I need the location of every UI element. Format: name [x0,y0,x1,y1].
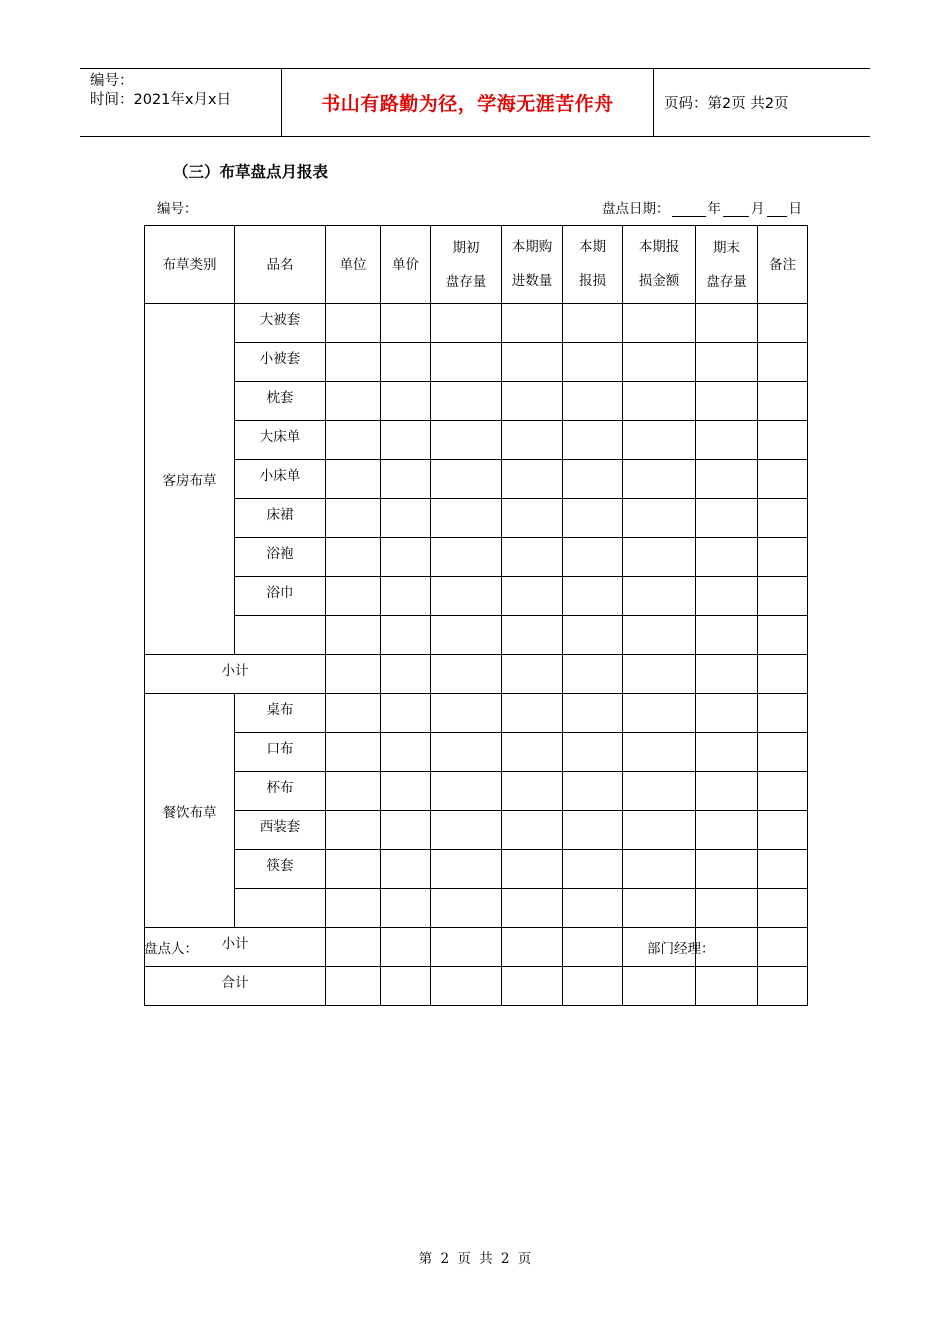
input-cell[interactable] [381,694,431,733]
input-cell[interactable] [381,850,431,889]
input-cell[interactable] [326,304,381,343]
table-body [145,304,808,1006]
input-cell[interactable] [381,421,431,460]
input-cell[interactable] [381,382,431,421]
input-cell[interactable] [326,382,381,421]
counter-signature-label: 盘点人： [144,941,198,957]
input-cell[interactable] [563,850,623,889]
input-cell[interactable] [431,811,502,850]
input-cell[interactable] [758,343,808,382]
input-cell[interactable] [696,304,758,343]
input-cell[interactable] [431,343,502,382]
input-cell[interactable] [326,577,381,616]
input-cell[interactable] [326,655,381,694]
input-cell[interactable] [502,811,563,850]
input-cell[interactable] [563,694,623,733]
header-time-label: 时间：2021年x月x日 [90,92,232,108]
input-cell[interactable] [623,655,696,694]
input-cell[interactable] [696,499,758,538]
input-cell[interactable] [696,811,758,850]
day-label: 日 [788,201,802,217]
item-name-cell: 床裙 [235,499,326,538]
input-cell[interactable] [326,850,381,889]
input-cell[interactable] [563,733,623,772]
input-cell[interactable] [431,460,502,499]
input-cell[interactable] [502,694,563,733]
input-cell[interactable] [381,733,431,772]
input-cell[interactable] [623,967,696,1006]
input-cell[interactable] [623,616,696,655]
page-footer: 第 2 页 共 2 页 [418,1251,532,1267]
table-row [145,772,808,811]
header-number-label: 编号： [90,73,134,89]
form-number-label: 编号： [157,201,198,217]
input-cell[interactable] [696,577,758,616]
input-cell[interactable] [502,499,563,538]
input-cell[interactable] [326,616,381,655]
input-cell[interactable] [502,733,563,772]
year-label: 年 [707,201,721,217]
input-cell[interactable] [623,421,696,460]
col-header-unit: 单位 [326,226,381,304]
input-cell[interactable] [502,538,563,577]
input-cell[interactable] [758,811,808,850]
col-header-closing-stock: 期末 盘存量 [696,226,758,304]
item-name-cell: 小床单 [235,460,326,499]
input-cell[interactable] [502,460,563,499]
item-name-cell: 杯布 [235,772,326,811]
input-cell[interactable] [563,655,623,694]
input-cell[interactable] [431,616,502,655]
input-cell[interactable] [326,733,381,772]
input-cell[interactable] [381,928,431,967]
table-row [145,889,808,928]
col-header-purchase-qty: 本期购 进数量 [502,226,563,304]
input-cell[interactable] [758,772,808,811]
input-cell[interactable] [381,460,431,499]
total-label: 合计 [145,967,326,1006]
document-header [80,68,870,137]
input-cell[interactable] [326,343,381,382]
input-cell[interactable] [431,304,502,343]
category-cell: 客房布草 [145,304,235,655]
item-name-cell: 小被套 [235,343,326,382]
subtotal-label: 小计 [145,928,326,967]
input-cell[interactable] [326,694,381,733]
col-header-remarks: 备注 [758,226,808,304]
input-cell[interactable] [381,538,431,577]
input-cell[interactable] [502,577,563,616]
subtotal-label: 小计 [145,655,326,694]
table-row [145,538,808,577]
input-cell[interactable] [326,928,381,967]
input-cell[interactable] [758,616,808,655]
input-cell[interactable] [381,304,431,343]
input-cell[interactable] [431,421,502,460]
input-cell[interactable] [758,733,808,772]
input-cell[interactable] [381,967,431,1006]
input-cell[interactable] [563,967,623,1006]
input-cell[interactable] [381,811,431,850]
input-cell[interactable] [623,460,696,499]
inventory-date-label: 盘点日期： [602,201,670,217]
table-row [145,694,808,733]
input-cell[interactable] [623,382,696,421]
input-cell[interactable] [696,850,758,889]
input-cell[interactable] [758,655,808,694]
input-cell[interactable] [696,538,758,577]
item-name-cell: 桌布 [235,694,326,733]
input-cell[interactable] [326,811,381,850]
input-cell[interactable] [696,733,758,772]
item-name-cell: 大被套 [235,304,326,343]
input-cell[interactable] [696,343,758,382]
col-header-loss: 本期 报损 [563,226,623,304]
table-row [145,304,808,343]
input-cell[interactable] [326,889,381,928]
input-cell[interactable] [326,967,381,1006]
input-cell[interactable] [563,577,623,616]
col-header-item-name: 品名 [235,226,326,304]
total-row [145,967,808,1006]
input-cell[interactable] [431,499,502,538]
col-header-opening-stock: 期初 盘存量 [431,226,502,304]
item-name-cell: 浴袍 [235,538,326,577]
table-row [145,499,808,538]
item-name-cell: 西装套 [235,811,326,850]
item-name-cell: 大床单 [235,421,326,460]
input-cell[interactable] [758,850,808,889]
input-cell[interactable] [758,967,808,1006]
table-row [145,811,808,850]
input-cell[interactable] [696,421,758,460]
input-cell[interactable] [431,655,502,694]
input-cell[interactable] [326,772,381,811]
input-cell[interactable] [563,928,623,967]
month-blank [723,203,749,217]
input-cell[interactable] [502,616,563,655]
input-cell[interactable] [326,421,381,460]
year-blank [672,203,706,217]
input-cell[interactable] [381,577,431,616]
input-cell[interactable] [431,850,502,889]
input-cell[interactable] [431,928,502,967]
input-cell[interactable] [563,889,623,928]
table-row [145,577,808,616]
item-name-cell: 口布 [235,733,326,772]
input-cell[interactable] [431,772,502,811]
input-cell[interactable] [696,889,758,928]
inventory-date [602,197,802,217]
item-name-cell [235,889,326,928]
input-cell[interactable] [696,655,758,694]
table-row [145,616,808,655]
header-motto: 书山有路勤为径，学海无涯苦作舟 [321,93,614,115]
input-cell[interactable] [502,967,563,1006]
input-cell[interactable] [758,538,808,577]
input-cell[interactable] [696,772,758,811]
input-cell[interactable] [431,577,502,616]
month-label: 月 [751,201,765,217]
input-cell[interactable] [381,499,431,538]
input-cell[interactable] [623,733,696,772]
input-cell[interactable] [502,304,563,343]
input-cell[interactable] [381,616,431,655]
col-header-loss-amount: 本期报 损金额 [623,226,696,304]
input-cell[interactable] [381,343,431,382]
linen-inventory-table [144,225,808,1006]
input-cell[interactable] [381,772,431,811]
item-name-cell: 筷套 [235,850,326,889]
input-cell[interactable] [758,499,808,538]
input-cell[interactable] [502,928,563,967]
table-header-row [145,226,808,304]
header-meta [90,72,231,110]
item-name-cell: 枕套 [235,382,326,421]
input-cell[interactable] [696,694,758,733]
input-cell[interactable] [502,655,563,694]
section-title: （三）布草盘点月报表 [173,163,329,181]
input-cell[interactable] [623,343,696,382]
input-cell[interactable] [623,850,696,889]
input-cell[interactable] [563,460,623,499]
input-cell[interactable] [563,772,623,811]
input-cell[interactable] [326,538,381,577]
input-cell[interactable] [758,694,808,733]
category-cell: 餐饮布草 [145,694,235,928]
input-cell[interactable] [431,733,502,772]
input-cell[interactable] [758,928,808,967]
input-cell[interactable] [502,889,563,928]
manager-signature-label: 部门经理： [647,941,715,957]
table-row [145,460,808,499]
input-cell[interactable] [758,421,808,460]
subtotal-row [145,655,808,694]
input-cell[interactable] [381,889,431,928]
input-cell[interactable] [696,460,758,499]
header-page-label: 页码：第2页 共2页 [664,96,789,112]
input-cell[interactable] [431,889,502,928]
table-row [145,343,808,382]
table-row [145,421,808,460]
input-cell[interactable] [502,382,563,421]
input-cell[interactable] [431,382,502,421]
input-cell[interactable] [563,421,623,460]
input-cell[interactable] [758,577,808,616]
day-blank [767,203,787,217]
input-cell[interactable] [623,304,696,343]
input-cell[interactable] [563,304,623,343]
input-cell[interactable] [563,538,623,577]
input-cell[interactable] [563,343,623,382]
header-divider [653,69,654,136]
input-cell[interactable] [563,382,623,421]
input-cell[interactable] [563,499,623,538]
input-cell[interactable] [502,421,563,460]
input-cell[interactable] [623,694,696,733]
input-cell[interactable] [696,382,758,421]
item-name-cell: 浴巾 [235,577,326,616]
input-cell[interactable] [502,850,563,889]
input-cell[interactable] [758,304,808,343]
item-name-cell [235,616,326,655]
input-cell[interactable] [696,967,758,1006]
input-cell[interactable] [431,694,502,733]
input-cell[interactable] [623,538,696,577]
input-cell[interactable] [623,889,696,928]
input-cell[interactable] [696,616,758,655]
input-cell[interactable] [502,343,563,382]
input-cell[interactable] [326,499,381,538]
input-cell[interactable] [623,577,696,616]
col-header-unit-price: 单价 [381,226,431,304]
input-cell[interactable] [623,811,696,850]
table-row [145,850,808,889]
input-cell[interactable] [758,382,808,421]
input-cell[interactable] [381,655,431,694]
input-cell[interactable] [563,811,623,850]
table-row [145,382,808,421]
input-cell[interactable] [326,460,381,499]
table-row [145,733,808,772]
input-cell[interactable] [758,460,808,499]
input-cell[interactable] [623,499,696,538]
col-header-category: 布草类别 [145,226,235,304]
input-cell[interactable] [431,967,502,1006]
input-cell[interactable] [758,889,808,928]
input-cell[interactable] [623,772,696,811]
input-cell[interactable] [431,538,502,577]
input-cell[interactable] [502,772,563,811]
input-cell[interactable] [563,616,623,655]
